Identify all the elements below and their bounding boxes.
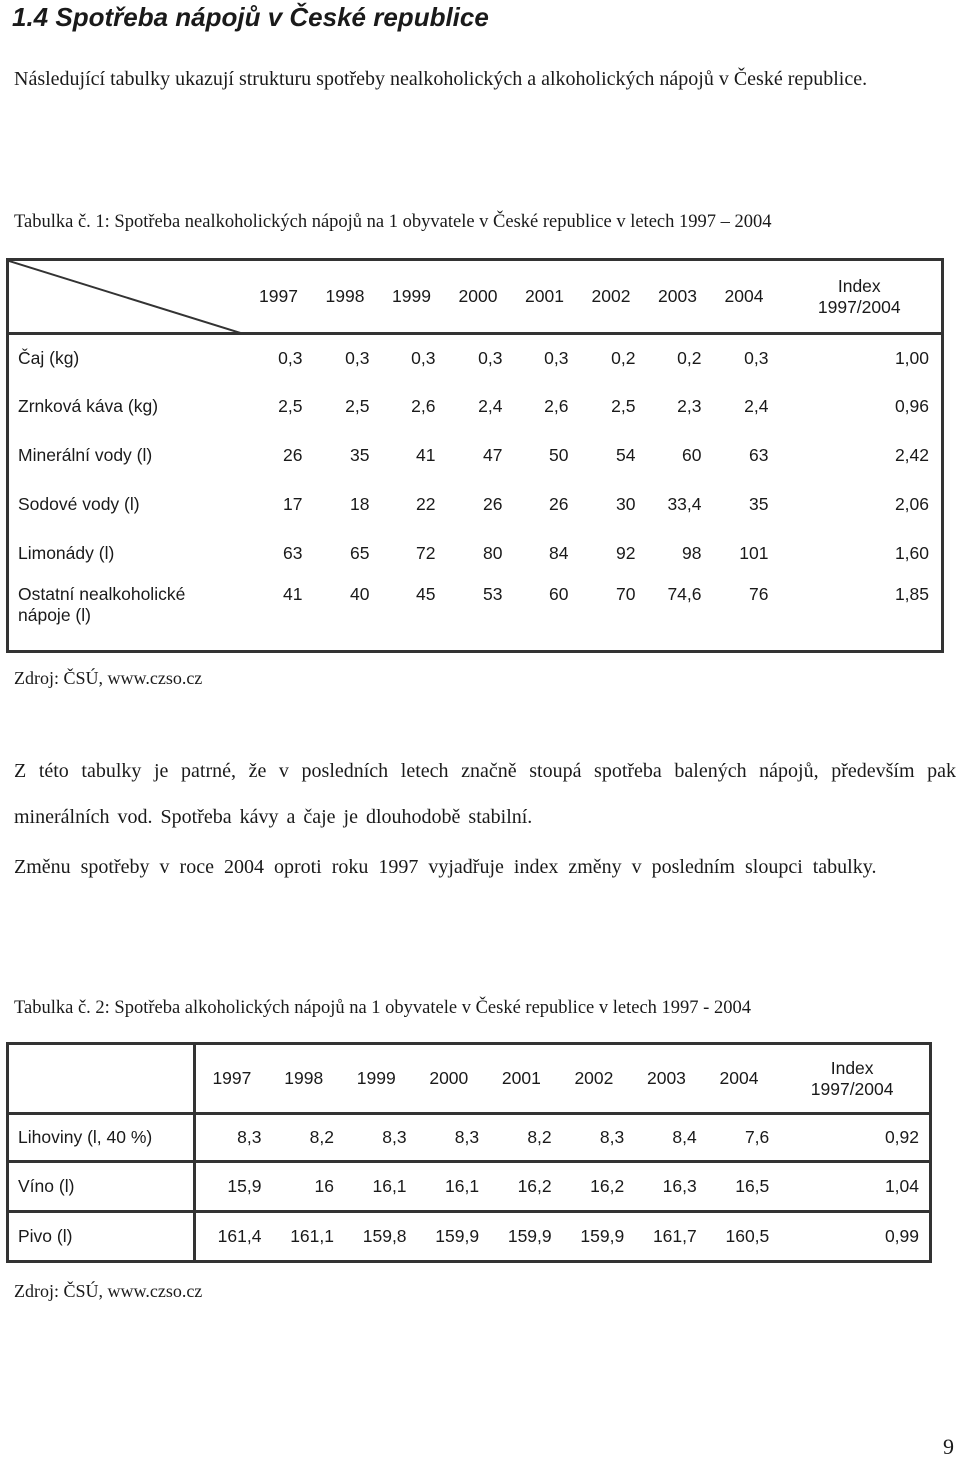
year-header: 1999 [340,1044,413,1114]
year-header: 1997 [195,1044,268,1114]
value-cell: 98 [682,543,702,563]
value-cell: 161,1 [290,1226,334,1246]
row-label [8,1114,195,1162]
row-label [8,382,246,432]
year-header: 1998 [312,260,379,334]
table-row [8,432,943,480]
value-cell: 35 [350,445,370,465]
year-header: 2001 [512,260,578,334]
index-cell: 2,42 [894,445,929,465]
value-cell: 33,4 [667,494,702,514]
intro-paragraph: Následující tabulky ukazují strukturu spotřeby nealkoholických a alkoholických nápojů v České republice. [14,68,868,90]
year-header: 2000 [445,260,512,334]
value-cell: 159,9 [580,1226,625,1246]
value-cell: 7,6 [703,1114,776,1162]
index-header-line: Index [830,1057,874,1078]
year-header: 2000 [413,1044,486,1114]
value-cell: 0,3 [544,347,569,368]
value-cell: 159,9 [507,1226,552,1246]
section-heading: 1.4 Spotřeba nápojů v České republice [12,2,489,32]
value-cell: 63 [283,543,303,563]
year-header: 2003 [630,1044,703,1114]
table2-caption: Tabulka č. 2: Spotřeba alkoholických nápojů na 1 obyvatele v České republice v letech 1997 - 2004 [14,998,751,1018]
year-header: 2001 [485,1044,558,1114]
year-header: 2003 [645,260,711,334]
index-header-line: 1997/2004 [810,1078,894,1099]
value-cell: 54 [616,445,636,465]
table-row [8,1162,931,1212]
year-header: 2004 [703,1044,776,1114]
value-cell: 47 [483,445,503,465]
index-cell: 1,04 [775,1162,930,1212]
row-label [8,1212,195,1262]
table-row [8,334,943,382]
value-cell: 16 [267,1162,340,1212]
value-cell: 0,3 [345,347,370,368]
value-cell: 41 [283,583,303,604]
row-label-line: Pivo (l) [18,1226,73,1246]
value-cell: 0,2 [611,347,636,368]
value-cell: 84 [549,543,569,563]
value-cell: 40 [350,583,370,604]
value-cell: 16,2 [558,1162,631,1212]
value-cell: 159,8 [362,1226,407,1246]
value-cell: 0,3 [411,347,436,368]
row-label [8,334,246,382]
value-cell: 159,9 [435,1226,480,1246]
year-header: 2002 [578,260,645,334]
value-cell: 2,5 [345,396,370,416]
value-cell: 45 [416,583,436,604]
value-cell: 8,4 [630,1114,703,1162]
comment-paragraph-1: Z této tabulky je patrné, že v posledních letech značně stoupá spotřeba balených nápojů, především pak minerálních vod. Spotřeba kávy a čaje je dlouhodobě stabilní. [14,760,956,828]
table-row [8,1114,931,1162]
row-label-line: Zrnková káva (kg) [18,396,159,416]
value-cell: 22 [416,494,436,514]
index-cell: 0,96 [894,396,929,416]
table-row [8,480,943,530]
value-cell: 16,1 [413,1162,486,1212]
value-cell: 16,3 [630,1162,703,1212]
index-cell: 0,99 [884,1226,919,1246]
value-cell: 63 [749,445,769,465]
value-cell: 30 [616,494,636,514]
year-header: 1998 [267,1044,340,1114]
row-label-line: Minerální vody (l) [18,445,153,465]
row-label-line: nápoje (l) [18,604,91,625]
row-label [8,530,246,578]
page-number: 9 [943,1434,954,1459]
year-header: 1999 [379,260,445,334]
alcoholic-table [6,1042,932,1263]
index-cell: 0,92 [775,1114,930,1162]
value-cell: 65 [350,543,370,563]
value-cell: 50 [549,445,569,465]
value-cell: 2,5 [278,396,303,416]
row-label-line: Limonády (l) [18,543,115,563]
value-cell: 18 [350,494,370,514]
index-header-line: Index [837,275,881,296]
table-row [8,382,943,432]
value-cell: 2,6 [544,396,569,416]
year-header: 2002 [558,1044,631,1114]
value-cell: 160,5 [725,1226,770,1246]
value-cell: 60 [549,583,569,604]
year-header: 1997 [246,260,312,334]
index-header [775,1044,930,1114]
index-header-line: 1997/2004 [817,296,901,317]
table-row [8,530,943,578]
value-cell: 8,3 [413,1114,486,1162]
value-cell: 101 [739,543,769,563]
value-cell: 8,3 [195,1114,268,1162]
row-label [8,578,246,652]
value-cell: 70 [616,583,636,604]
table-row [8,578,943,652]
value-cell: 92 [616,543,636,563]
value-cell: 8,3 [558,1114,631,1162]
index-cell: 1,60 [894,543,929,563]
value-cell: 0,3 [744,347,769,368]
index-cell: 2,06 [894,494,929,514]
value-cell: 74,6 [667,583,702,604]
corner-cell [8,1044,195,1114]
value-cell: 35 [749,494,769,514]
value-cell: 0,2 [677,347,702,368]
table2-source: Zdroj: ČSÚ, www.czso.cz [14,1281,203,1301]
value-cell: 80 [483,543,503,563]
row-label-line: Víno (l) [18,1176,75,1196]
year-header: 2004 [711,260,778,334]
table-row [8,1212,931,1262]
row-label-line: Lihoviny (l, 40 %) [18,1127,153,1147]
value-cell: 8,2 [485,1114,558,1162]
value-cell: 0,3 [478,347,503,368]
comment-paragraph-2: Změnu spotřeby v roce 2004 oproti roku 1997 vyjadřuje index změny v posledním sloupci tabulky. [14,856,877,878]
value-cell: 17 [283,494,303,514]
value-cell: 72 [416,543,436,563]
header-row [8,260,943,334]
corner-cell [8,260,246,334]
value-cell: 15,9 [195,1162,268,1212]
value-cell: 8,2 [267,1114,340,1162]
nonalcoholic-table [6,258,944,653]
index-cell: 1,85 [894,583,929,604]
row-label-line: Čaj (kg) [18,347,80,368]
value-cell: 161,4 [217,1226,262,1246]
row-label [8,1162,195,1212]
value-cell: 53 [483,583,503,604]
value-cell: 0,3 [278,347,303,368]
value-cell: 16,5 [703,1162,776,1212]
table1-caption: Tabulka č. 1: Spotřeba nealkoholických nápojů na 1 obyvatele v České republice v letech 1997 – 2004 [14,212,772,232]
row-label-line: Sodové vody (l) [18,494,140,514]
value-cell: 16,1 [340,1162,413,1212]
value-cell: 161,7 [652,1226,697,1246]
row-label-line: Ostatní nealkoholické [18,583,186,604]
index-cell: 1,00 [894,347,929,368]
value-cell: 2,3 [677,396,702,416]
table1-source: Zdroj: ČSÚ, www.czso.cz [14,668,203,688]
value-cell: 2,4 [744,396,769,416]
value-cell: 16,2 [485,1162,558,1212]
value-cell: 8,3 [340,1114,413,1162]
value-cell: 26 [283,445,303,465]
value-cell: 2,5 [611,396,636,416]
value-cell: 76 [749,583,769,604]
value-cell: 2,6 [411,396,436,416]
value-cell: 60 [682,445,702,465]
value-cell: 26 [483,494,503,514]
row-label [8,480,246,530]
value-cell: 41 [416,445,436,465]
header-row [8,1044,931,1114]
row-label [8,432,246,480]
index-header [778,260,943,334]
value-cell: 26 [549,494,569,514]
value-cell: 2,4 [478,396,503,416]
